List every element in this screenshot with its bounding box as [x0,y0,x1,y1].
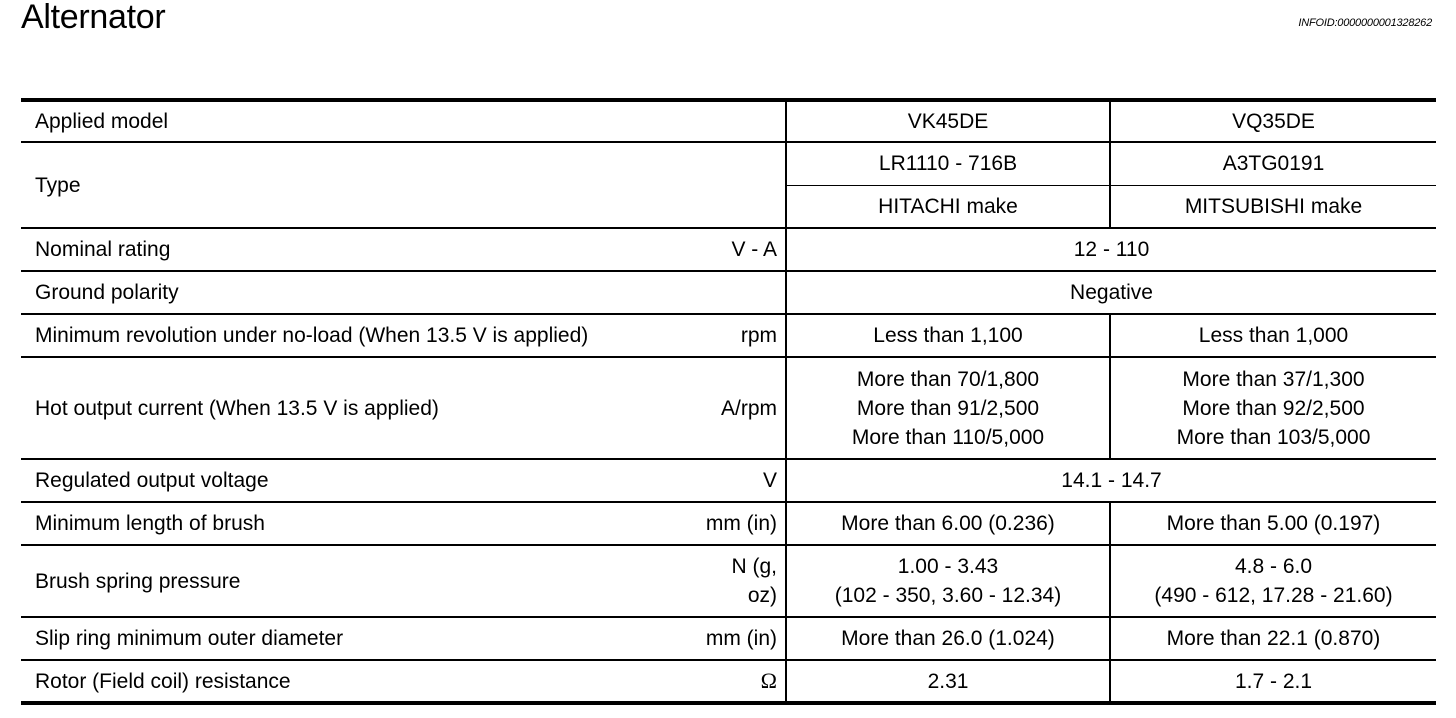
min-revolution-vk45de: Less than 1,100 [786,314,1110,357]
type-make-vk45de: HITACHI make [786,185,1110,228]
row-unit: mm (in) [701,617,786,660]
spring-pressure-vk45de [786,545,1110,617]
table-row [21,660,1436,703]
table-row [21,271,1436,314]
model-vq35de: VQ35DE [1110,100,1436,142]
row-unit: N (g, oz) [701,545,786,617]
table-row [21,617,1436,660]
model-vk45de: VK45DE [786,100,1110,142]
row-unit [701,271,786,314]
table-row [21,228,1436,271]
hot-output-vq35de [1110,357,1436,459]
table-row [21,142,1436,185]
row-label: Rotor (Field coil) resistance [35,669,291,693]
alternator-spec-table [21,98,1436,705]
hot-output-line: More than 92/2,500 [1182,396,1365,420]
row-label: Nominal rating [21,228,701,271]
row-label: Type [21,142,786,228]
rotor-resistance-vq35de: 1.7 - 2.1 [1234,669,1313,693]
type-part-vk45de: LR1110 - 716B [786,142,1110,185]
regulated-voltage-value: 14.1 - 14.7 [786,459,1436,502]
hot-output-line: More than 110/5,000 [851,425,1045,449]
ground-polarity-value: Negative [786,271,1436,314]
info-id: INFOID:0000000001328262 [1298,17,1432,29]
hot-output-line: More than 103/5,000 [1176,425,1371,449]
row-unit: rpm [701,314,786,357]
spring-pressure-line: 1.00 - 3.43 [897,555,999,578]
row-unit [701,660,786,703]
spring-pressure-vq35de [1110,545,1436,617]
slip-ring-vq35de: More than 22.1 (0.870) [1110,617,1436,660]
row-label: Minimum length of brush [21,502,701,545]
row-label: Hot output current (When 13.5 V is applied) [21,357,701,459]
table-row [21,502,1436,545]
row-label: Applied model [21,100,786,142]
table-row [21,545,1436,617]
table-row [21,459,1436,502]
type-make-vq35de: MITSUBISHI make [1110,185,1436,228]
row-label: Ground polarity [21,271,701,314]
row-unit: A/rpm [701,357,786,459]
spring-pressure-line: (102 - 350, 3.60 - 12.34) [834,584,1062,607]
slip-ring-vk45de: More than 26.0 (1.024) [786,617,1110,660]
ohm-unit: Ω [760,668,777,693]
spring-pressure-line: 4.8 - 6.0 [1234,555,1313,578]
rotor-resistance-vk45de: 2.31 [786,660,1110,703]
min-revolution-vq35de: Less than 1,000 [1110,314,1436,357]
row-unit: V [701,459,786,502]
table-row [21,357,1436,459]
table-row [21,100,1436,142]
brush-length-vk45de: More than 6.00 (0.236) [786,502,1110,545]
table-row [21,314,1436,357]
type-part-vq35de: A3TG0191 [1110,142,1436,185]
row-label: Slip ring minimum outer diameter [21,617,701,660]
hot-output-vk45de [786,357,1110,459]
row-label: Minimum revolution under no-load (When 13.5 V is applied) [21,314,701,357]
row-label: Regulated output voltage [21,459,701,502]
brush-length-vq35de: More than 5.00 (0.197) [1110,502,1436,545]
page-title: Alternator [21,0,166,36]
spring-pressure-line: (490 - 612, 17.28 - 21.60) [1154,584,1393,607]
hot-output-line: More than 70/1,800 [856,367,1040,391]
row-unit: V - A [701,228,786,271]
hot-output-line: More than 37/1,300 [1182,367,1365,391]
row-unit: mm (in) [701,502,786,545]
nominal-rating-value: 12 - 110 [786,228,1436,271]
row-label: Brush spring pressure [21,545,701,617]
hot-output-line: More than 91/2,500 [856,396,1040,420]
